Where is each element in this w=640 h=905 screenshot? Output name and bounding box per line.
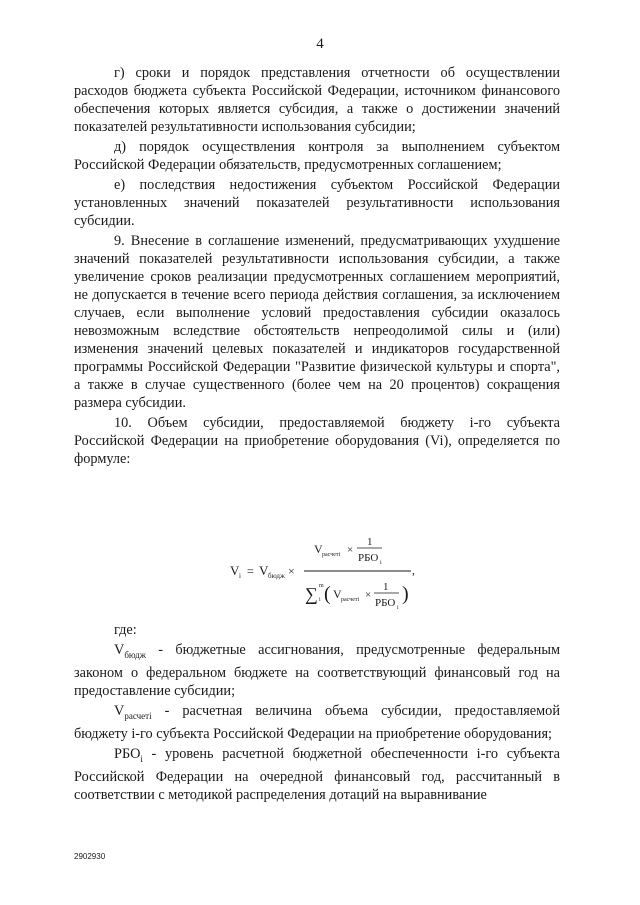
formula-num-var: V [314, 542, 323, 556]
document-body [74, 64, 560, 468]
formula-den-rbo: РБО [375, 597, 396, 609]
definition-rbo: $РБО_i$ - уровень расчетной бюджетной обеспеченности i-го субъекта Российской Федерации на очередной финансовый год, рассчитанный в соответствии с методикой распределения дотаций на выравнивание [74, 745, 560, 803]
formula-open-paren: ( [324, 583, 331, 605]
formula-close-paren: ) [402, 583, 409, 605]
formula-den-sub: расчетi [341, 597, 360, 603]
definition-v-calc: $V_{расчетi}$ - расчетная величина объема субсидии, предоставляемой бюджету i-го субъекта Российской Федерации на приобретение оборудования; [74, 702, 560, 742]
formula-lhs: V [230, 563, 240, 578]
paragraph-e: е) последствия недостижения субъектом Российской Федерации установленных значений показателей результативности использования субсидии. [74, 177, 560, 229]
formula-eq: = [247, 564, 254, 578]
formula-trailing: , [412, 563, 415, 577]
subsidy-formula [230, 534, 430, 614]
formula-sum-lower: i [319, 597, 321, 603]
definition-v-budget: $V_{бюдж}$ - бюджетные ассигнования, предусмотренные федеральным законом о федеральном бюджете на соответствующий финансовый год на предоставление субсидии; [74, 642, 560, 699]
paragraph-9: 9. Внесение в соглашение изменений, предусматривающих ухудшение значений показателей результативности использования субсидии, а также увеличение сроков реализации предусмотренных соглашением мероприятий, не допускается в течение всего периода действия соглашения, за исключением случаев, если выполнение условий предоставления субсидии оказалось невозможным вследствие обстоятельств непреодолимой силы и (или) изменения значений целевых показателей и индикаторов государственной программы Российской Федерации "Развитие физической культуры и спорта", а также в случае существенного (более чем на 20 процентов) сокращения размера субсидии. [74, 233, 560, 411]
paragraph-d: д) порядок осуществления контроля за выполнением субъектом Российской Федерации обязательств, предусмотренных соглашением; [74, 139, 560, 173]
formula-num-times: × [347, 544, 354, 556]
formula-num-one: 1 [367, 536, 373, 548]
formula-budget-sub: бюдж [268, 572, 285, 580]
formula-num-rbo: РБО [358, 552, 379, 564]
formula-num-rbo-sub: i [380, 560, 382, 566]
formula-den-var: V [333, 587, 342, 601]
document-code: 2902930 [74, 852, 106, 861]
formula-times: × [288, 564, 295, 578]
formula-num-sub: расчетi [322, 552, 341, 558]
formula-den-times: × [365, 589, 372, 601]
where-label: где: [114, 622, 137, 638]
definitions [74, 621, 560, 804]
formula-budget-var: V [259, 563, 269, 578]
formula-sum-upper: m [319, 583, 324, 589]
paragraph-g: г) сроки и порядок представления отчетности об осуществлении расходов бюджета субъекта Российской Федерации, источником финансового обеспечения которых является субсидия, а также о достижении значений показателей результативности использования субсидии; [74, 65, 560, 135]
paragraph-10: 10. Объем субсидии, предоставляемой бюджету i-го субъекта Российской Федерации на приобретение оборудования (Vi), определяется по формуле: [74, 415, 560, 467]
formula-den-one: 1 [383, 581, 389, 593]
formula-den-rbo-sub: i [397, 605, 399, 611]
formula-sum: ∑ [305, 584, 318, 604]
formula-lhs-sub: i [239, 572, 241, 580]
page-number: 4 [316, 36, 324, 52]
